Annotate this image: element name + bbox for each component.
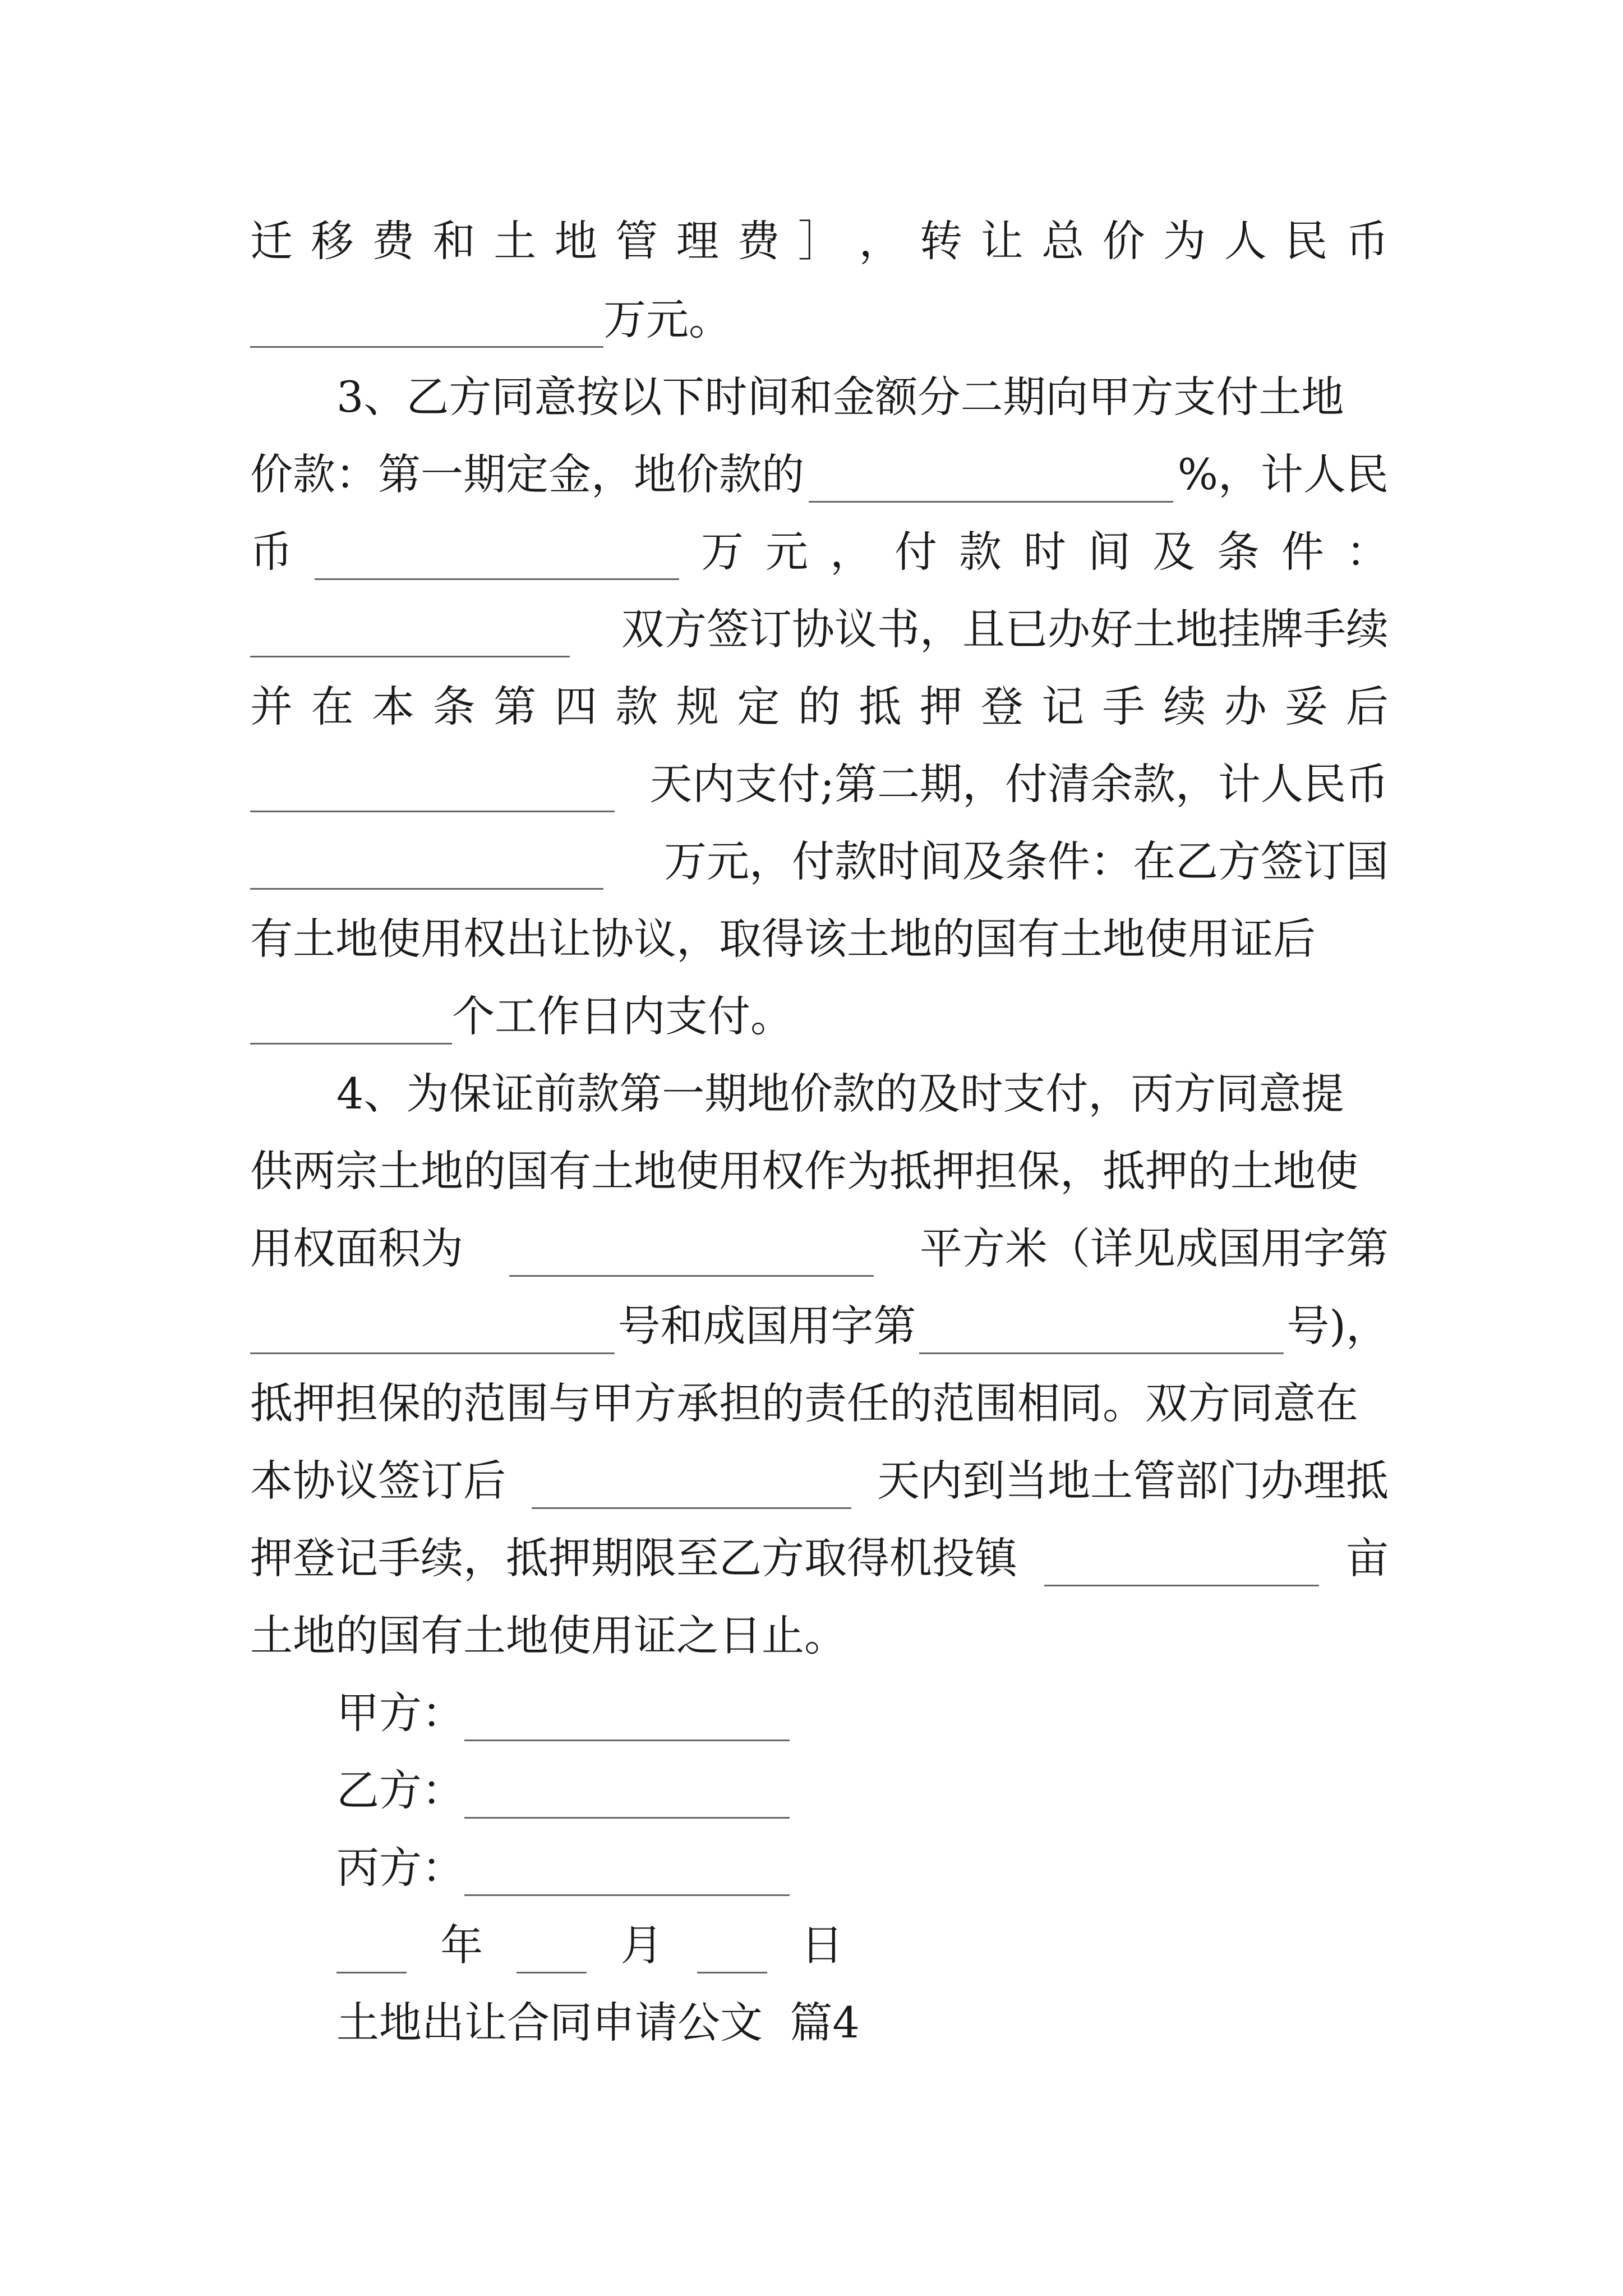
signature-label: 甲方： [336,1688,464,1738]
fill-blank[interactable] [250,306,603,348]
fill-blank[interactable] [250,1312,615,1354]
fill-blank[interactable] [509,1235,874,1277]
date-day-blank[interactable] [697,1931,767,1973]
signature-blank[interactable] [464,1699,790,1741]
date-year-blank[interactable] [336,1931,407,1973]
section-title: 土地出让合同申请公文 篇4 [336,1998,860,2047]
fill-blank[interactable] [315,538,679,580]
body-line: 个工作日内支付。 [250,988,1389,1045]
body-line: 天内支付;第二期，付清余款，计人民币 [250,756,1389,812]
body-line: 币 万 元 ， 付 款 时 间 及 条 件 ： [250,524,1389,580]
body-line: 土地的国有土地使用证之日止。 [250,1611,847,1660]
body-line: 押登记手续，抵押期限至乙方取得机投镇 亩 [250,1530,1389,1586]
clause-4-first-line: 4、为保证前款第一期地价款的及时支付，丙方同意提 [336,1069,1344,1119]
fill-blank[interactable] [809,461,1173,503]
body-line: 用权面积为 平方米（详见成国用字第 [250,1221,1389,1277]
fill-blank[interactable] [250,615,570,657]
body-line: 万元。 [250,292,1389,348]
signature-party-b [336,1763,1009,1819]
body-line: 供两宗土地的国有土地使用权作为抵押担保，抵押的土地使 [250,1146,1358,1196]
body-line: 双方签订协议书，且已办好土地挂牌手续 [250,601,1389,657]
signature-label: 丙方： [336,1843,464,1893]
clause-3-first-line: 3、乙方同意按以下时间和金额分二期向甲方支付土地 [336,372,1344,422]
signature-party-a [336,1685,1009,1741]
fill-blank[interactable] [1044,1544,1319,1586]
signature-date: 年 月 日 [336,1917,1009,1973]
body-line: 号和成国用字第 号)， [250,1298,1389,1354]
signature-blank[interactable] [464,1777,790,1819]
fill-blank[interactable] [250,770,615,812]
signature-blank[interactable] [464,1854,790,1896]
signature-label: 乙方： [336,1765,464,1815]
body-line: 万元，付款时间及条件：在乙方签订国 [250,834,1389,890]
fill-blank[interactable] [250,1002,452,1045]
body-line: 有土地使用权出让协议，取得该土地的国有土地使用证后 [250,914,1316,964]
signature-party-c [336,1840,1009,1896]
body-line: 迁 移 费 和 土 地 管 理 费 ］ ， 转 让 总 价 为 人 民 币 [250,216,1389,266]
fill-blank[interactable] [919,1312,1284,1354]
fill-blank[interactable] [250,848,603,890]
body-line: 抵押担保的范围与甲方承担的责任的范围相同。双方同意在 [250,1378,1358,1428]
body-line: 价款：第一期定金，地价款的 %，计人民 [250,447,1389,503]
date-month-blank[interactable] [517,1931,587,1973]
fill-blank[interactable] [532,1467,851,1509]
body-line: 并 在 本 条 第 四 款 规 定 的 抵 押 登 记 手 续 办 妥 后 [250,682,1389,731]
body-line: 本协议签订后 天内到当地土管部门办理抵 [250,1453,1389,1509]
